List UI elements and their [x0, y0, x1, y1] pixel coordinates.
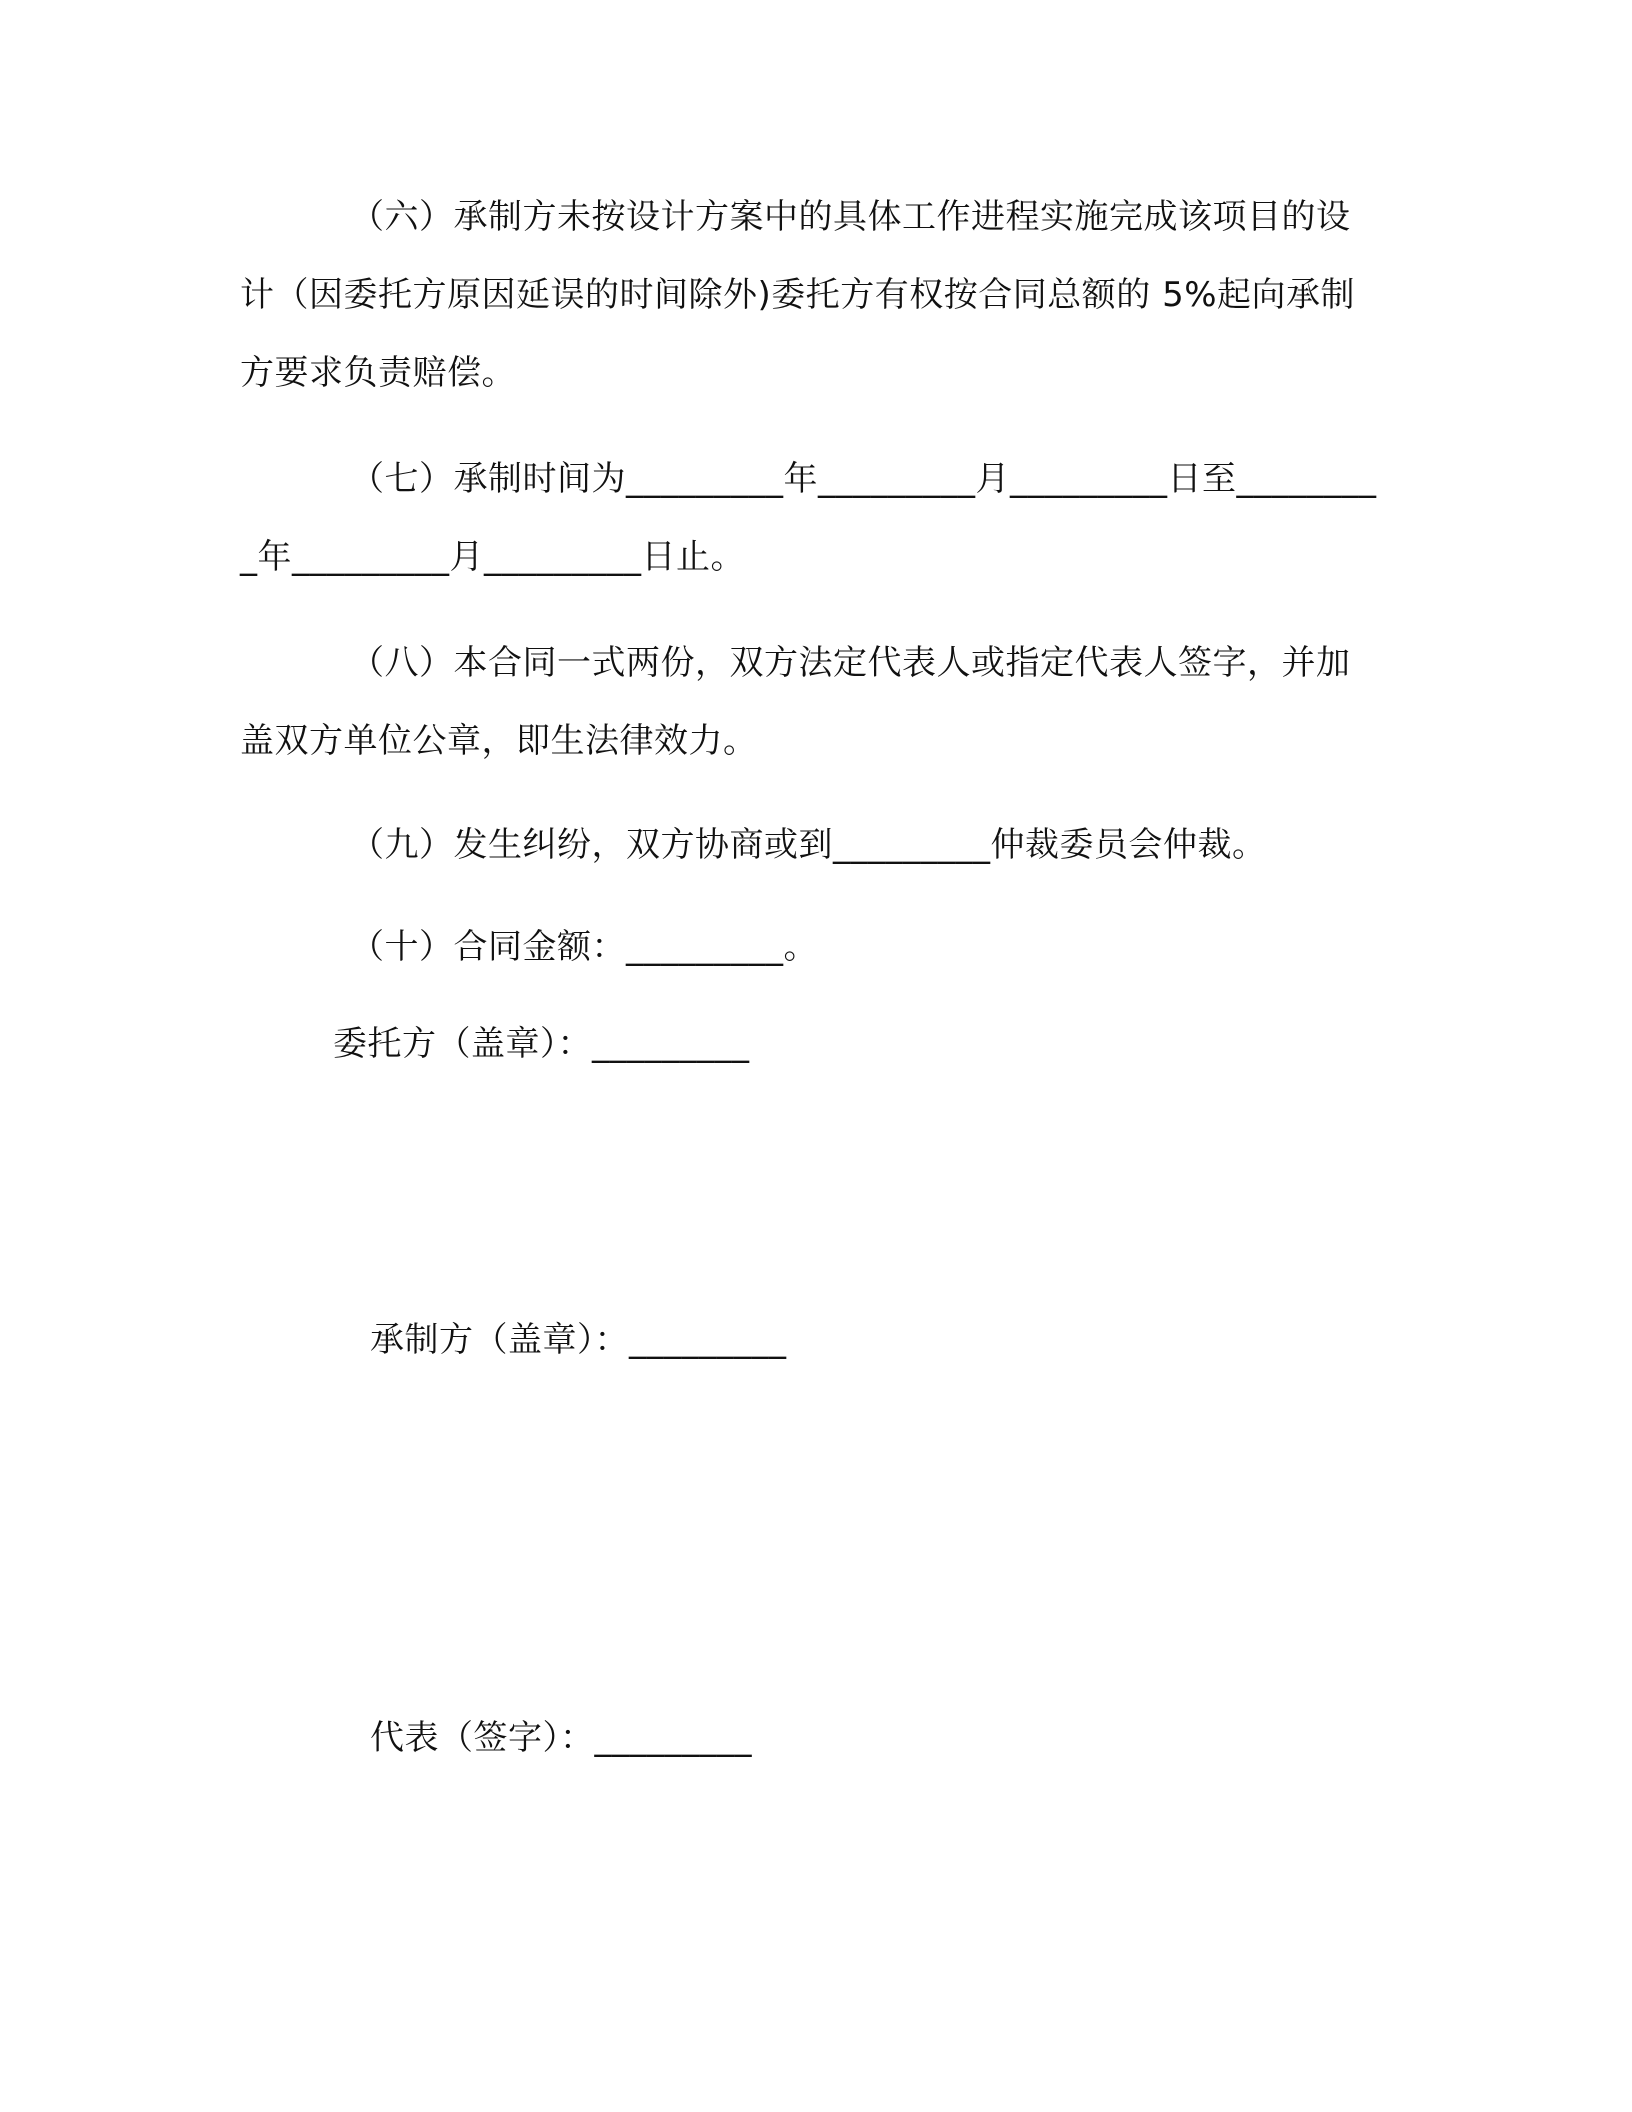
representative-signature-text: 代表（签字）：_________ [370, 1718, 752, 1758]
client-seal-text: 委托方（盖章）：_________ [333, 1024, 750, 1064]
clause-ten-text: （十）合同金额：_________。 [350, 927, 818, 967]
clause-ten [240, 908, 1380, 986]
clause-seven-text: （七）承制时间为_________年_________月_________日至_________年_________月_________日止。 [240, 459, 1377, 577]
clause-eight-text: （八）本合同一式两份，双方法定代表人或指定代表人签字，并加盖双方单位公章，即生法律效力。 [240, 643, 1351, 761]
clause-nine-text: （九）发生纠纷，双方协商或到_________仲裁委员会仲裁。 [350, 825, 1267, 865]
contractor-seal-line [370, 1316, 787, 1364]
clause-six-text: （六）承制方未按设计方案中的具体工作进程实施完成该项目的设计（因委托方原因延误的时间除外)委托方有权按合同总额的 5%起向承制方要求负责赔偿。 [240, 197, 1356, 393]
contractor-seal-text: 承制方（盖章）：_________ [370, 1320, 787, 1360]
clause-nine [240, 806, 1380, 884]
representative-signature-line [370, 1714, 752, 1762]
clause-six [240, 178, 1380, 412]
clause-seven [240, 440, 1380, 596]
client-seal-line [333, 1020, 750, 1068]
clause-eight [240, 624, 1380, 780]
